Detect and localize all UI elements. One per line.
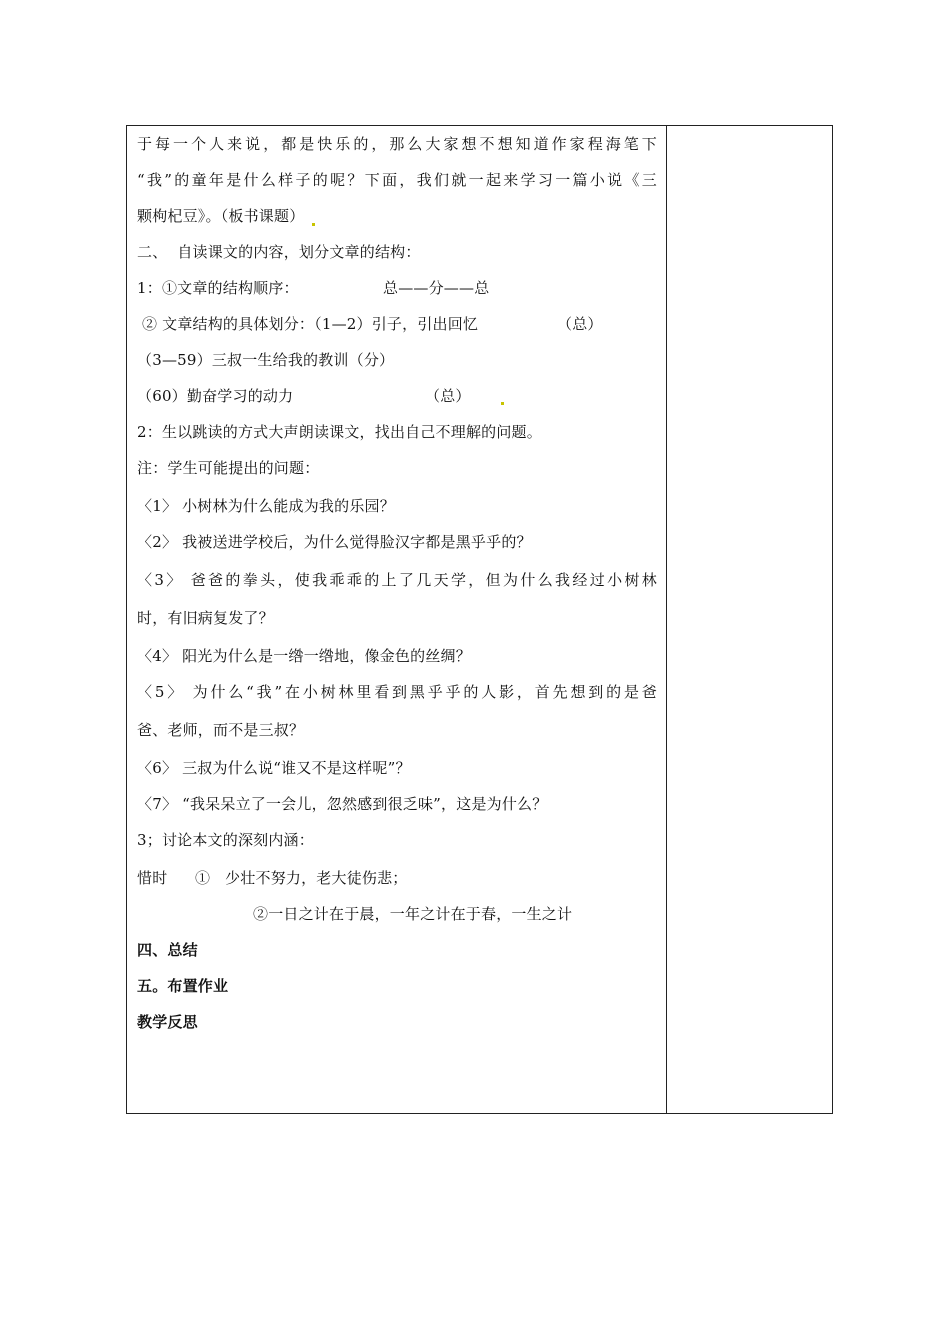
- text-line-3: 颗枸杞豆》。（板书课题）: [137, 206, 315, 226]
- column-divider: [666, 126, 667, 1113]
- question-4: 〈4〉 阳光为什么是一绺一绺地，像金色的丝绸？: [137, 647, 471, 665]
- text-line-21: 惜时 ① 少壮不努力，老大徒伤悲；: [137, 869, 408, 887]
- text-line-1: 于每一个人来说，都是快乐的，那么大家想不想知道作家程海笔下: [137, 135, 657, 153]
- end-label: （总）: [425, 387, 471, 405]
- lesson-table: [126, 125, 833, 1114]
- question-5-cont: 爸、老师，而不是三叔？: [137, 721, 305, 739]
- section-reflection: 教学反思: [137, 1013, 198, 1031]
- question-7: 〈7〉 “我呆呆立了一会儿，忽然感到很乏味”，这是为什么？: [137, 795, 548, 813]
- question-2: 〈2〉 我被送进学校后，为什么觉得脸汉字都是黑乎乎的？: [137, 533, 532, 551]
- text-line-4: 二、 自读课文的内容，划分文章的结构：: [137, 243, 421, 261]
- text-line-5: 1：①文章的结构顺序： 总——分——总: [137, 279, 490, 297]
- question-1: 〈1〉 小树林为什么能成为我的乐园？: [137, 497, 395, 515]
- text-line-2: “我”的童年是什么样子的呢？下面，我们就一起来学习一篇小说《三: [137, 171, 657, 189]
- question-3-cont: 时，有旧病复发了？: [137, 609, 274, 627]
- text-line-9: 2：生以跳读的方式大声朗读课文，找出自己不理解的问题。: [137, 423, 542, 441]
- text-line-6: ② 文章结构的具体划分：（1—2）引子，引出回忆 （总）: [137, 315, 603, 333]
- proverb-2: ②一日之计在于晨，一年之计在于春，一生之计: [253, 905, 573, 923]
- section-summary: 四、总结: [137, 941, 198, 959]
- text-line-20: 3；讨论本文的深刻内涵：: [137, 831, 314, 849]
- text-line-7: （3—59）三叔一生给我的教训（分）: [137, 351, 395, 369]
- proverb-1: ① 少壮不努力，老大徒伤悲；: [195, 869, 408, 887]
- intro-label: （总）: [557, 315, 603, 333]
- text-line-10: 注：学生可能提出的问题：: [137, 459, 320, 477]
- question-6: 〈6〉 三叔为什么说“谁又不是这样呢”？: [137, 759, 411, 777]
- question-3: 〈3〉 爸爸的拳头，使我乖乖的上了几天学，但为什么我经过小树林: [137, 571, 657, 589]
- question-5: 〈5〉 为什么“我”在小树林里看到黑乎乎的人影，首先想到的是爸: [137, 683, 657, 701]
- text-line-8: （60）勤奋学习的动力 （总）: [137, 386, 293, 406]
- structure-order: 总——分——总: [383, 279, 490, 297]
- section-homework: 五。布置作业: [137, 977, 229, 995]
